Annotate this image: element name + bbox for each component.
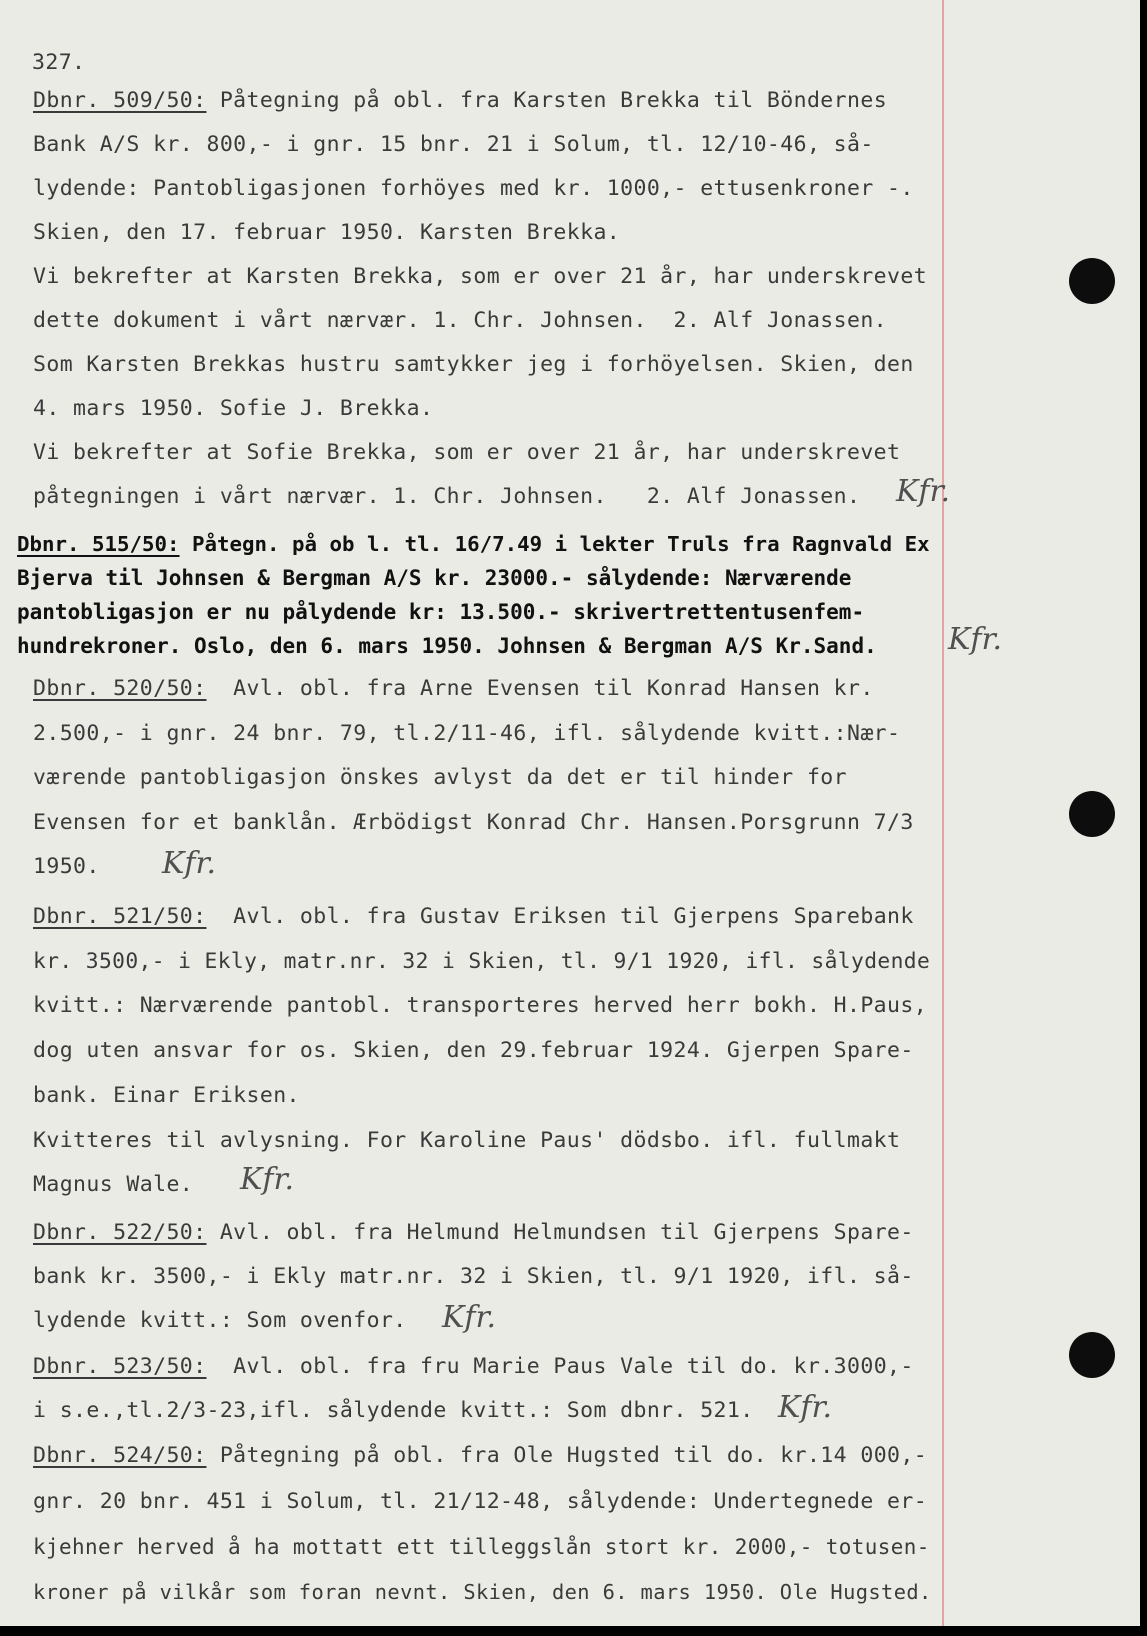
- entry-line: bank. Einar Eriksen.: [33, 1083, 300, 1108]
- entry-line: Dbnr. 522/50: Avl. obl. fra Helmund Helmundsen til Gjerpens Spare-: [33, 1220, 914, 1245]
- handwritten-initials: Kfr.: [240, 1162, 295, 1197]
- handwritten-initials: Kfr.: [162, 846, 217, 881]
- entry-number: Dbnr. 515/50:: [17, 532, 180, 556]
- entry-line: pantobligasjon er nu pålydende kr: 13.500.- skrivertrettentusenfem-: [17, 600, 865, 624]
- handwritten-initials: Kfr.: [896, 474, 951, 509]
- entry-line: kvitt.: Nærværende pantobl. transporteres herved herr bokh. H.Paus,: [33, 993, 928, 1018]
- entry-line: i s.e.,tl.2/3-23,ifl. sålydende kvitt.: Som dbnr. 521.: [33, 1398, 754, 1423]
- entry-line: lydende: Pantobligasjonen forhöyes med kr. 1000,- ettusenkroner -.: [33, 176, 914, 201]
- entry-line: Dbnr. 509/50: Påtegning på obl. fra Karsten Brekka til Böndernes: [33, 88, 888, 113]
- entry-line: Vi bekrefter at Karsten Brekka, som er over 21 år, har underskrevet: [33, 264, 928, 289]
- entry-line: Dbnr. 521/50: Avl. obl. fra Gustav Eriksen til Gjerpens Sparebank: [33, 904, 914, 929]
- page-number: 327.: [32, 50, 86, 75]
- entry-number: Dbnr. 520/50:: [33, 676, 207, 701]
- entry-line: Bank A/S kr. 800,- i gnr. 15 bnr. 21 i Solum, tl. 12/10-46, så-: [33, 132, 874, 157]
- entry-line: dette dokument i vårt nærvær. 1. Chr. Johnsen. 2. Alf Jonassen.: [33, 308, 888, 333]
- entry-line: hundrekroner. Oslo, den 6. mars 1950. Johnsen & Bergman A/S Kr.Sand.: [17, 634, 877, 658]
- entry-line: gnr. 20 bnr. 451 i Solum, tl. 21/12-48, sålydende: Undertegnede er-: [33, 1489, 928, 1514]
- entry-line: værende pantobligasjon önskes avlyst da det er til hinder for: [33, 765, 847, 790]
- entry-line: 4. mars 1950. Sofie J. Brekka.: [33, 396, 434, 421]
- entry-line: Magnus Wale.: [33, 1172, 194, 1197]
- entry-line: kroner på vilkår som foran nevnt. Skien, den 6. mars 1950. Ole Hugsted.: [33, 1580, 932, 1604]
- entry-line: Dbnr. 524/50: Påtegning på obl. fra Ole Hugsted til do. kr.14 000,-: [33, 1443, 928, 1468]
- entry-number: Dbnr. 523/50:: [33, 1354, 207, 1379]
- margin-rule: [942, 0, 944, 1626]
- entry-line: 2.500,- i gnr. 24 bnr. 79, tl.2/11-46, ifl. sålydende kvitt.:Nær-: [33, 721, 901, 746]
- entry-line: Vi bekrefter at Sofie Brekka, som er over 21 år, har underskrevet: [33, 440, 901, 465]
- entry-line: Skien, den 17. februar 1950. Karsten Brekka.: [33, 220, 621, 245]
- entry-line: påtegningen i vårt nærvær. 1. Chr. Johnsen. 2. Alf Jonassen.: [33, 484, 861, 509]
- entry-line: Dbnr. 515/50: Påtegn. på ob l. tl. 16/7.49 i lekter Truls fra Ragnvald Ex: [17, 532, 930, 556]
- entry-line: Som Karsten Brekkas hustru samtykker jeg i forhöyelsen. Skien, den: [33, 352, 914, 377]
- entry-line: Dbnr. 523/50: Avl. obl. fra fru Marie Paus Vale til do. kr.3000,-: [33, 1354, 914, 1379]
- entry-line: kr. 3500,- i Ekly, matr.nr. 32 i Skien, tl. 9/1 1920, ifl. sålydende: [33, 949, 931, 974]
- entry-line: kjehner herved å ha mottatt ett tilleggslån stort kr. 2000,- totusen-: [33, 1535, 930, 1559]
- entry-line: Bjerva til Johnsen & Bergman A/S kr. 23000.- sålydende: Nærværende: [17, 566, 852, 590]
- entry-line: Dbnr. 520/50: Avl. obl. fra Arne Evensen til Konrad Hansen kr.: [33, 676, 874, 701]
- punch-hole: [1069, 791, 1115, 837]
- entry-line: dog uten ansvar for os. Skien, den 29.februar 1924. Gjerpen Spare-: [33, 1038, 914, 1063]
- entry-number: Dbnr. 509/50:: [33, 88, 207, 113]
- punch-hole: [1069, 258, 1115, 304]
- entry-line: lydende kvitt.: Som ovenfor.: [33, 1308, 407, 1333]
- entry-line: Evensen for et banklån. Ærbödigst Konrad Chr. Hansen.Porsgrunn 7/3: [33, 810, 914, 835]
- entry-line: 1950.: [33, 854, 100, 879]
- entry-number: Dbnr. 524/50:: [33, 1443, 207, 1468]
- punch-hole: [1069, 1332, 1115, 1378]
- handwritten-initials: Kfr.: [948, 622, 1003, 657]
- entry-line: Kvitteres til avlysning. For Karoline Paus' dödsbo. ifl. fullmakt: [33, 1128, 901, 1153]
- entry-number: Dbnr. 522/50:: [33, 1220, 207, 1245]
- entry-line: bank kr. 3500,- i Ekly matr.nr. 32 i Skien, tl. 9/1 1920, ifl. så-: [33, 1264, 914, 1289]
- handwritten-initials: Kfr.: [442, 1300, 497, 1335]
- handwritten-initials: Kfr.: [778, 1390, 833, 1425]
- entry-number: Dbnr. 521/50:: [33, 904, 207, 929]
